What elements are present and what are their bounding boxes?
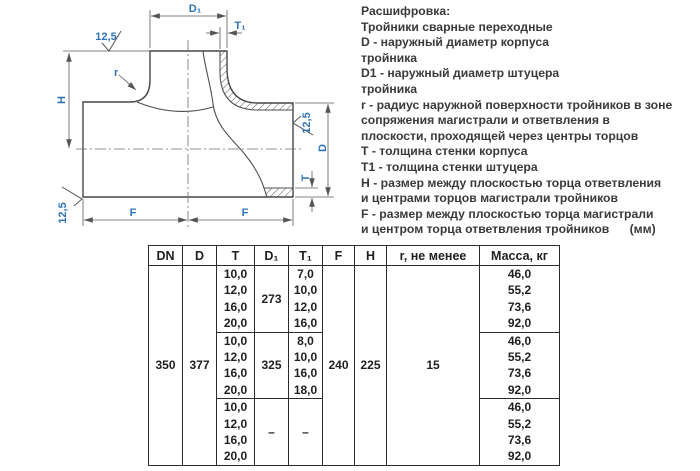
label-f-right: F xyxy=(241,207,249,219)
header-mass: Масса, кг xyxy=(480,246,560,266)
cell-t1-group3: – xyxy=(289,399,323,466)
header-f: F xyxy=(323,246,355,266)
cell-d1-group1: 273 xyxy=(255,266,289,333)
cell-h: 225 xyxy=(355,266,387,466)
cell-mass-group2: 46,0 55,2 73,6 92,0 xyxy=(480,332,560,399)
legend-line: тройника xyxy=(361,81,418,96)
label-radius: r xyxy=(114,67,119,79)
cell-d1-group3: – xyxy=(255,399,289,466)
header-dn: DN xyxy=(149,246,183,266)
cell-t-group3: 10,0 12,0 16,0 20,0 xyxy=(217,399,255,466)
dimensions-table xyxy=(148,245,560,466)
cell-d: 377 xyxy=(183,266,217,466)
table-header-row xyxy=(149,246,560,266)
header-h: H xyxy=(355,246,387,266)
legend xyxy=(361,4,695,238)
section-break-line xyxy=(203,51,267,197)
centerlines xyxy=(76,40,303,228)
cell-f: 240 xyxy=(323,266,355,466)
saddle-curve xyxy=(137,102,213,111)
label-t1: T₁ xyxy=(234,20,246,32)
cell-mass-group3: 46,0 55,2 73,6 92,0 xyxy=(480,399,560,466)
legend-line: и центрами торцов магистрали тройников xyxy=(361,191,618,206)
label-d: D xyxy=(317,144,329,152)
cell-d1-group2: 325 xyxy=(255,332,289,399)
tee-drawing xyxy=(0,0,360,242)
header-t1: T₁ xyxy=(289,246,323,266)
legend-line: T - толщина стенки корпуса xyxy=(361,144,528,159)
legend-line: r - радиус наружной поверхности тройников в зоне xyxy=(361,97,673,112)
table-row-group1 xyxy=(149,266,560,333)
cell-t-group1: 10,0 12,0 16,0 20,0 xyxy=(217,266,255,333)
legend-title: Расшифровка: xyxy=(361,4,451,18)
legend-line: T1 - толщина стенки штуцера xyxy=(361,159,538,174)
header-t: T xyxy=(217,246,255,266)
legend-line: тройника xyxy=(361,50,418,65)
label-roughness-right: 12,5 xyxy=(301,112,313,134)
legend-line: плоскости, проходящей через центры торцов xyxy=(361,128,639,143)
radius-leader xyxy=(119,75,136,90)
label-d1: D₁ xyxy=(188,3,202,15)
label-roughness-bottom: 12,5 xyxy=(57,202,69,224)
label-t: T xyxy=(300,174,312,182)
label-roughness-top: 12,5 xyxy=(95,31,117,43)
header-d: D xyxy=(183,246,217,266)
header-rmin: r, не менее xyxy=(387,246,480,266)
legend-line: Тройники сварные переходные xyxy=(361,19,553,34)
inner-wall-line xyxy=(220,51,293,110)
header-d1: D₁ xyxy=(255,246,289,266)
legend-line: D - наружный диаметр корпуса xyxy=(361,35,550,50)
cell-t1-group2: 8,0 10,0 16,0 18,0 xyxy=(289,332,323,399)
cell-t-group2: 10,0 12,0 16,0 20,0 xyxy=(217,332,255,399)
legend-line: D1 - наружный диаметр штуцера xyxy=(361,66,560,81)
legend-line: H - размер между плоскостью торца ответвления xyxy=(361,175,662,190)
cell-mass-group1: 46,0 55,2 73,6 92,0 xyxy=(480,266,560,333)
legend-line: F - размер между плоскостью торца магистрали xyxy=(361,206,654,221)
label-f-left: F xyxy=(129,207,137,219)
inner-lines xyxy=(137,51,293,197)
cell-dn: 350 xyxy=(149,266,183,466)
legend-line: и центром торца ответвления тройников (мм) xyxy=(361,222,656,237)
legend-line: сопряжения магистрали и ответвления в xyxy=(361,113,610,128)
roughness-marks xyxy=(62,31,313,206)
section-hatch xyxy=(220,51,293,197)
cell-rmin: 15 xyxy=(387,266,480,466)
label-h: H xyxy=(56,96,68,104)
cell-t1-group1: 7,0 10,0 12,0 16,0 xyxy=(289,266,323,333)
